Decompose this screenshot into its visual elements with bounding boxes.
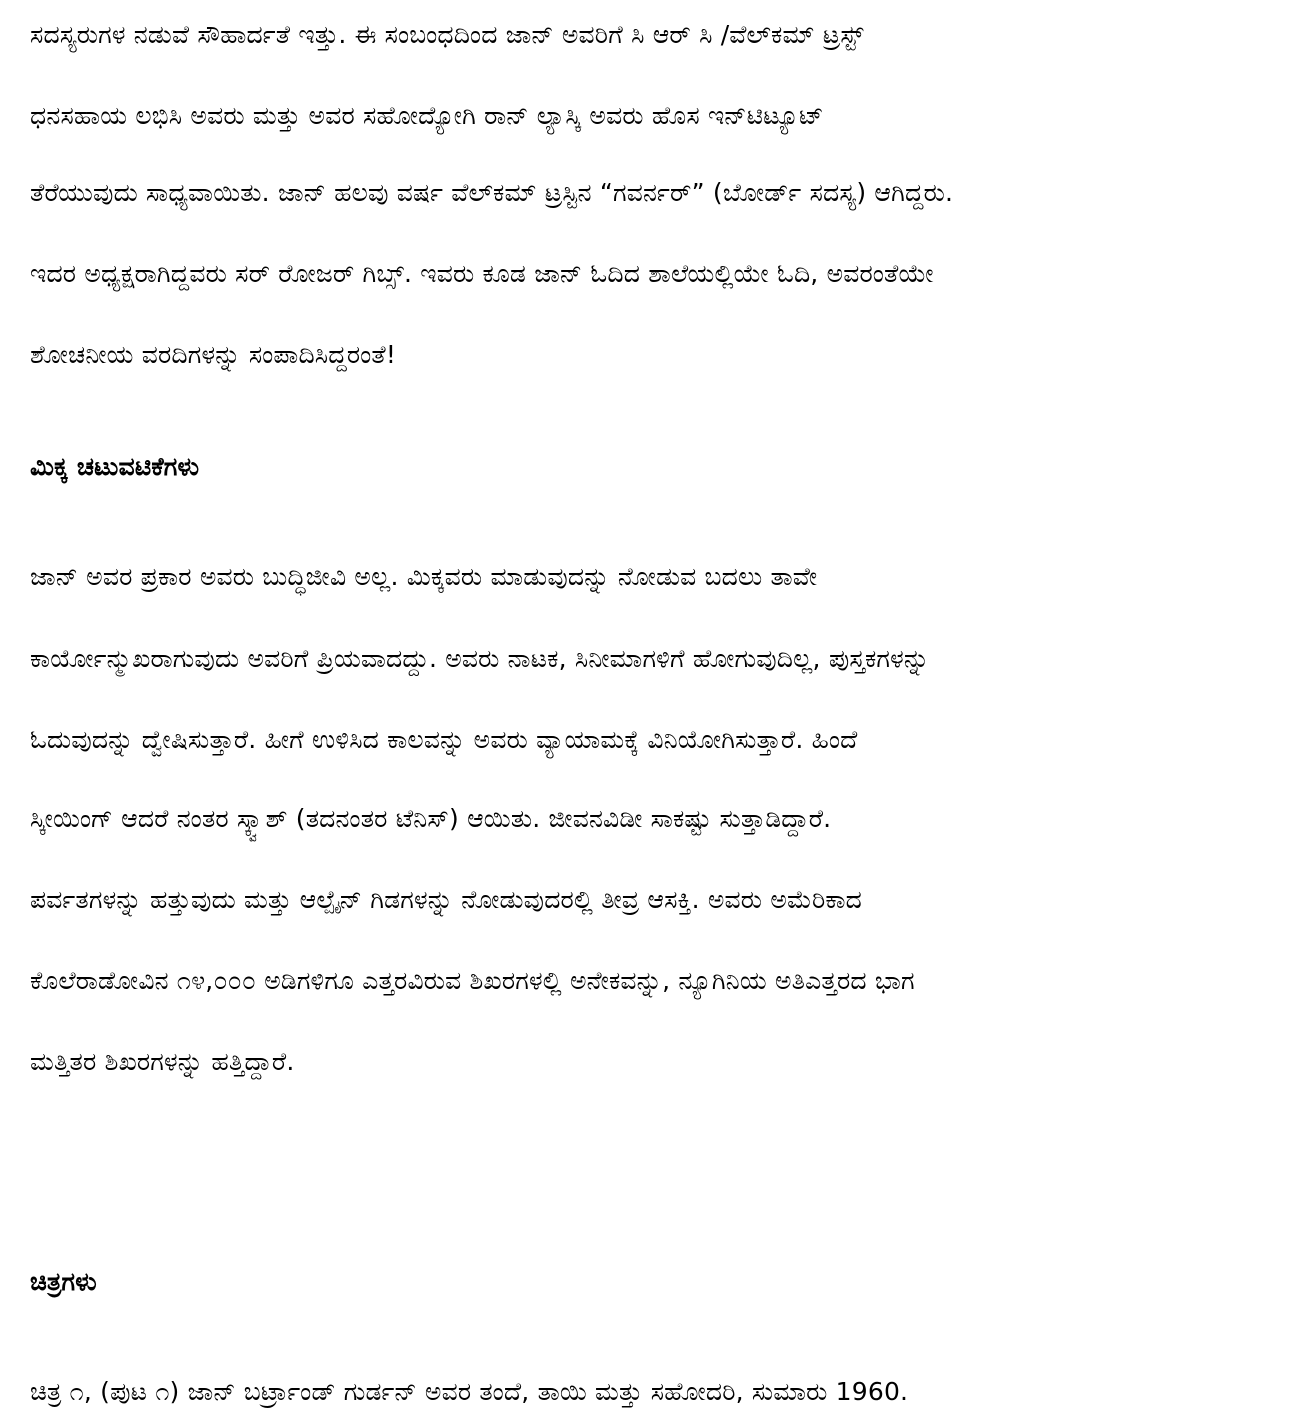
paragraph-line: ಧನಸಹಾಯ ಲಭಿಸಿ ಅವರು ಮತ್ತು ಅವರ ಸಹೋದ್ಯೋಗಿ ರಾನ್ ಲ್ಯಾಸ್ಕಿ ಅವರು ಹೊಸ ಇನ್‌ಟಿಟ್ಯೂಟ್ [30,101,824,130]
paragraph-line: ಕೊಲೆರಾಡೋವಿನ ೧೪,೦೦೦ ಅಡಿಗಳಿಗೂ ಎತ್ತರವಿರುವ ಶಿಖರಗಳಲ್ಲಿ ಅನೇಕವನ್ನು, ನ್ಯೂಗಿನಿಯ ಅತಿಎತ್ತರದ ಭಾಗ [30,966,915,995]
paragraph-line: ಶೋಚನೀಯ ವರದಿಗಳನ್ನು ಸಂಪಾದಿಸಿದ್ದರಂತೆ! [30,340,397,369]
paragraph-line: ಪರ್ವತಗಳನ್ನು ಹತ್ತುವುದು ಮತ್ತು ಆಲ್ಪೈನ್ ಗಿಡಗಳನ್ನು ನೋಡುವುದರಲ್ಲಿ ತೀವ್ರ ಆಸಕ್ತಿ. ಅವರು ಅಮೆರಿಕಾದ [30,885,862,914]
paragraph-line: ಸ್ಕೀಯಿಂಗ್ ಆದರೆ ನಂತರ ಸ್ಕ್ವಾಶ್ (ತದನಂತರ ಟೆನಿಸ್) ಆಯಿತು. ಜೀವನವಿಡೀ ಸಾಕಷ್ಟು ಸುತ್ತಾಡಿದ್ದಾರೆ. [30,804,832,833]
paragraph-line: ತೆರೆಯುವುದು ಸಾಧ್ಯವಾಯಿತು. ಜಾನ್ ಹಲವು ವರ್ಷ ವೆಲ್‌ಕಮ್ ಟ್ರಸ್ಟಿನ “ಗವರ್ನರ್” (ಬೋರ್ಡ್ ಸದಸ್ಯ) ಆಗಿದ್ದರು. [30,178,954,207]
paragraph-line: ಮತ್ತಿತರ ಶಿಖರಗಳನ್ನು ಹತ್ತಿದ್ದಾರೆ. [30,1047,295,1076]
paragraph-line: ಜಾನ್ ಅವರ ಪ್ರಕಾರ ಅವರು ಬುದ್ಧಿಜೀವಿ ಅಲ್ಲ. ಮಿಕ್ಕವರು ಮಾಡುವುದನ್ನು ನೋಡುವ ಬದಲು ತಾವೇ [30,562,818,591]
paragraph-line: ಓದುವುದನ್ನು ದ್ವೇಷಿಸುತ್ತಾರೆ. ಹೀಗೆ ಉಳಿಸಿದ ಕಾಲವನ್ನು ಅವರು ವ್ಯಾಯಾಮಕ್ಕೆ ವಿನಿಯೋಗಿಸುತ್ತಾರೆ. ಹಿಂದೆ [30,725,858,754]
figure-caption: ಚಿತ್ರ ೧, (ಪುಟ ೧) ಜಾನ್ ಬರ್ಟ್ರಾಂಡ್ ಗುರ್ಡನ್ ಅವರ ತಂದೆ, ತಾಯಿ ಮತ್ತು ಸಹೋದರಿ, ಸುಮಾರು 1960. [30,1377,909,1406]
paragraph-line: ಇದರ ಅಧ್ಯಕ್ಷರಾಗಿದ್ದವರು ಸರ್ ರೋಜರ್ ಗಿಬ್ಸ್. ಇವರು ಕೂಡ ಜಾನ್ ಓದಿದ ಶಾಲೆಯಲ್ಲಿಯೇ ಓದಿ, ಅವರಂತೆಯೇ [30,259,934,288]
paragraph-line: ಸದಸ್ಯರುಗಳ ನಡುವೆ ಸೌಹಾರ್ದತೆ ಇತ್ತು. ಈ ಸಂಬಂಧದಿಂದ ಜಾನ್ ಅವರಿಗೆ ಸಿ ಆರ್ ಸಿ /ವೆಲ್‌ಕಮ್ ಟ್ರಸ್ಟ್ [30,20,864,49]
section-heading: ಚಿತ್ರಗಳು [30,1267,97,1296]
section-heading: ಮಿಕ್ಕ ಚಟುವಟಿಕೆಗಳು [30,452,200,481]
paragraph-line: ಕಾರ್ಯೋನ್ಮುಖರಾಗುವುದು ಅವರಿಗೆ ಪ್ರಿಯವಾದದ್ದು. ಅವರು ನಾಟಕ, ಸಿನೀಮಾಗಳಿಗೆ ಹೋಗುವುದಿಲ್ಲ, ಪುಸ್ತಕಗಳನ್ನು [30,644,930,673]
